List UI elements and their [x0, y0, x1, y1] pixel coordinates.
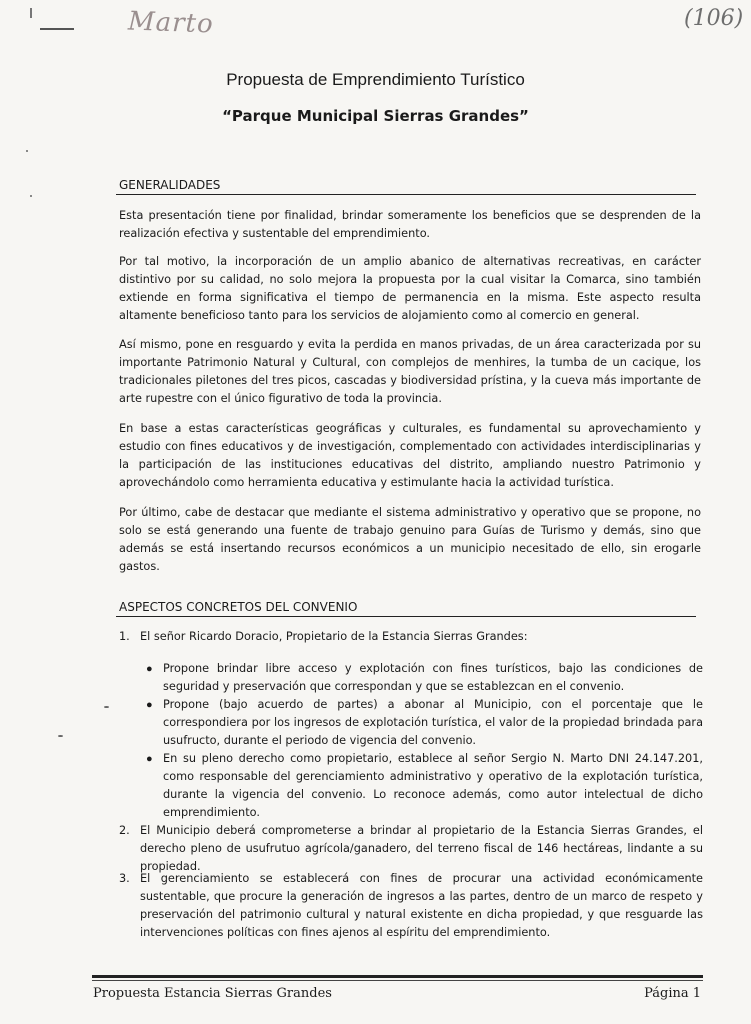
list-number: 1. — [119, 630, 130, 643]
paragraph: Así mismo, pone en resguardo y evita la perdida en manos privadas, de un área caracterizada por su importante Patrimonio Natural y Cultural, con complejos de menhires, la tumba de un cacique, los tradicionales piletones del tres picos, cascadas y biodiversidad prístina, y la cueva más importante de arte rupestre con el único figurativo de toda la provincia. — [119, 338, 701, 405]
paragraph: Esta presentación tiene por finalidad, brindar someramente los beneficios que se desprenden de la realización efectiva y sustentable del emprendimiento. — [119, 209, 701, 240]
bullet-item: En su pleno derecho como propietario, establece al señor Sergio N. Marto DNI 24.147.201, como responsable del gerenciamiento administrativo y operativo de la explotación turística, durante la vigencia del convenio. Lo reconoce además, como autor intelectual de dicho emprendimiento. — [163, 752, 703, 819]
list-item: El gerenciamiento se establecerá con fines de procurar una actividad económicamente sustentable, que procure la generación de ingresos a las partes, dentro de un marco de respeto y preservación del patrimonio cultural y natural existente en dicha propiedad, y que resguarde las intervenciones políticas con fines ajenos al espíritu del emprendimiento. — [140, 872, 703, 939]
bullet-item: Propone (bajo acuerdo de partes) a abonar al Municipio, con el porcentaje que le correspondiera por los ingresos de explotación turística, el valor de la propiedad brindada para usufructo, durante el periodo de vigencia del convenio. — [163, 698, 703, 747]
paragraph: Por tal motivo, la incorporación de un amplio abanico de alternativas recreativas, en carácter distintivo por su calidad, no solo mejora la propuesta por la cual visitar la Comarca, sino también extiende en forma significativa el tiempo de permanencia en la misma. Este aspecto resulta altamente beneficioso tanto para los servicios de alojamiento como al comercio en general. — [119, 255, 701, 322]
scan-speck — [30, 195, 32, 197]
paragraph: Por último, cabe de destacar que mediante el sistema administrativo y operativo que se propone, no solo se está generando una fuente de trabajo genuino para Guías de Turismo y demás, sino que además se está insertando recursos económicos a un municipio necesitado de ello, sin erogarle gastos. — [119, 506, 701, 573]
list-number: 3. — [119, 872, 130, 885]
section-rule — [116, 194, 696, 195]
footer-rule — [92, 980, 703, 981]
bullet-icon: ● — [146, 699, 153, 711]
list-item: El Municipio deberá comprometerse a brindar al propietario de la Estancia Sierras Grandes, el derecho pleno de usufrutuo agrícola/ganadero, del terreno fiscal de 146 hectáreas, lindante a su propiedad. — [140, 824, 703, 873]
handwritten-page-number: (106) — [684, 6, 744, 31]
document-title: Propuesta de Emprendimiento Turístico — [226, 70, 525, 89]
section-rule — [116, 616, 696, 617]
list-number: 2. — [119, 824, 130, 837]
page-number: Página 1 — [644, 986, 701, 1001]
scan-speck — [58, 735, 63, 737]
scan-speck — [104, 706, 109, 708]
scan-speck — [26, 150, 28, 152]
bullet-item: Propone brindar libre acceso y explotación con fines turísticos, bajo las condiciones de seguridad y preservación que correspondan y que se establezcan en el convenio. — [163, 662, 703, 693]
footer-rule — [92, 975, 703, 978]
bullet-icon: ● — [146, 753, 153, 765]
bullet-icon: ● — [146, 663, 153, 675]
list-item: El señor Ricardo Doracio, Propietario de la Estancia Sierras Grandes: — [140, 630, 528, 643]
document-subtitle: “Parque Municipal Sierras Grandes” — [222, 107, 529, 125]
paragraph: En base a estas características geográficas y culturales, es fundamental su aprovechamiento y estudio con fines educativos y de investigación, complementado con actividades interdisciplinarias y la participación de las instituciones educativas del distrito, ampliando nuestro Patrimonio y aprovechándolo como herramienta educativa y estimulante hacia la actividad turística. — [119, 422, 701, 489]
scan-mark — [30, 8, 32, 18]
footer-title: Propuesta Estancia Sierras Grandes — [93, 986, 332, 1001]
scan-mark — [40, 28, 74, 30]
section-heading-generalidades: GENERALIDADES — [119, 178, 221, 192]
section-heading-convenio: ASPECTOS CONCRETOS DEL CONVENIO — [119, 600, 358, 614]
handwritten-name: Marto — [127, 6, 215, 40]
